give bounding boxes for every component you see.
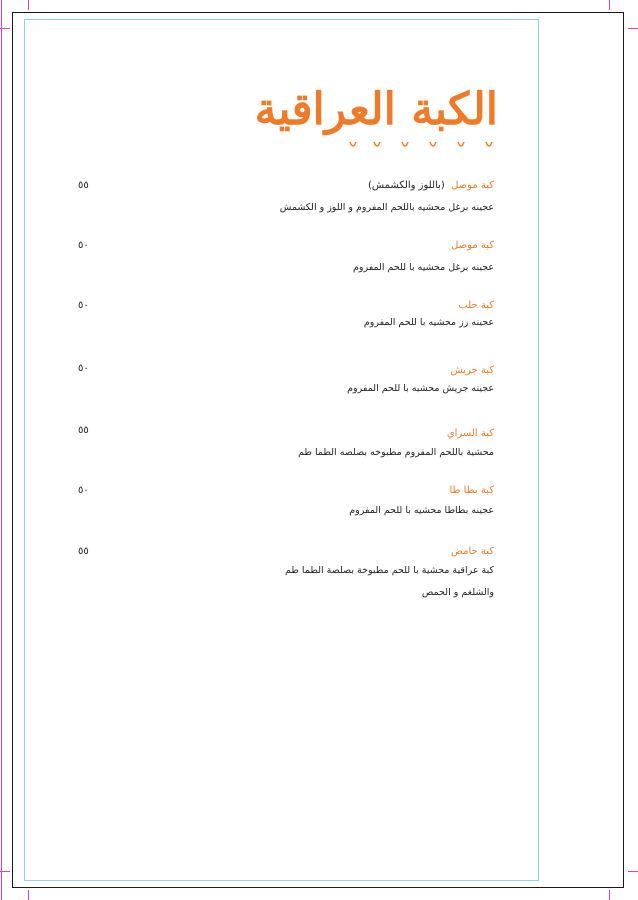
item-description: عجينه بطاطا محشيه با للحم المفروم (349, 505, 494, 516)
crop-mark (28, 890, 29, 900)
item-price: ٥٥ (78, 425, 89, 436)
crop-mark (609, 890, 610, 900)
item-note: (باللوز والكشمش) (367, 180, 445, 191)
crop-mark (609, 0, 610, 10)
item-price: ٥٠ (78, 485, 89, 496)
item-description: عجينه جريش محشيه با للحم المفروم (347, 383, 494, 394)
item-description: كبة عراقية محشية با للحم مطبوخة بصلصة الطما طم (285, 565, 494, 576)
item-price: ٥٥ (78, 546, 89, 557)
item-price: ٥٠ (78, 363, 89, 374)
item-name: كبة بطا طا (449, 485, 494, 496)
item-description: محشية باللحم المفروم مطبوخه بصلصه الطما طم (298, 447, 494, 458)
item-name: كبة جريش (450, 365, 494, 376)
menu-title: الكبة العراقية (254, 84, 498, 135)
crop-mark (28, 0, 29, 10)
item-price: ٥٠ (78, 240, 89, 251)
item-name: كبة موصل (451, 240, 494, 251)
item-description-line-2: والشلغم و الحمص (421, 587, 494, 598)
item-price: ٥٥ (78, 180, 89, 191)
item-description: عجينه رز محشيه با للحم المفروم (363, 317, 494, 328)
item-name: كبة موصل (باللوز والكشمش) (367, 180, 494, 191)
item-price: ٥٠ (78, 300, 89, 311)
item-description: عجينه برغل محشيه باللحم المفروم و اللوز و الكشمش (279, 202, 494, 213)
item-name: كبة حامض (450, 546, 494, 557)
crop-mark (628, 28, 638, 29)
page-edge-left (1, 0, 2, 900)
crop-mark (628, 871, 638, 872)
item-name: كبة حلب (458, 300, 494, 311)
item-description: عجينه برغل محشيه با للحم المفروم (352, 262, 494, 273)
title-ornament (346, 140, 498, 150)
item-name: كبة السراي (446, 428, 494, 439)
